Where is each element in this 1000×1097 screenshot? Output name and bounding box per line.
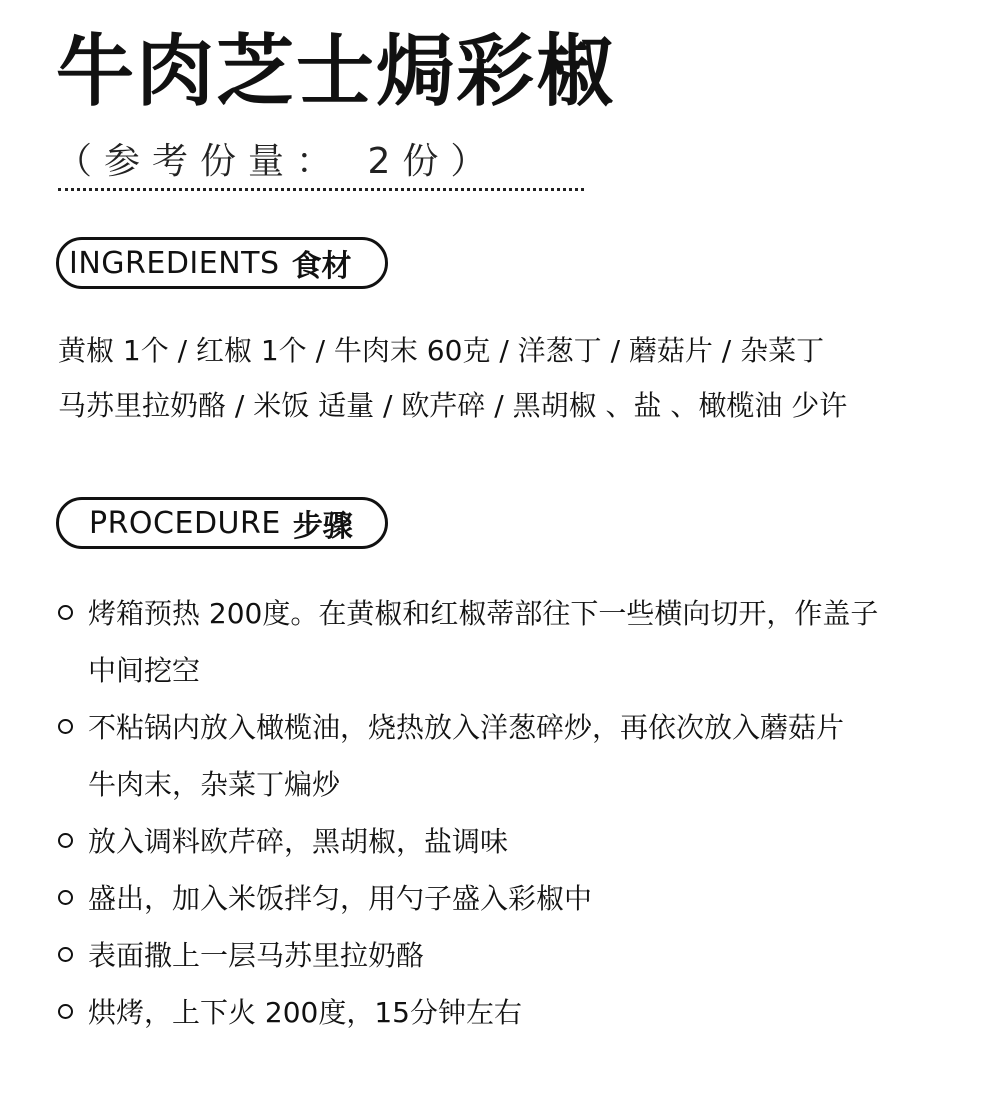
step-item — [56, 585, 986, 699]
step-item — [56, 813, 986, 870]
step-text: 放入调料欧芹碎，黑胡椒，盐调味 — [88, 825, 509, 858]
procedure-steps — [56, 585, 986, 1041]
step-text: 牛肉末，杂菜丁煸炒 — [88, 768, 341, 801]
ingredients-heading — [56, 237, 388, 289]
step-item — [56, 870, 986, 927]
servings-note: （参考份量： 2份） — [56, 141, 499, 182]
step-item — [56, 927, 986, 984]
circle-bullet-icon — [58, 605, 73, 620]
step-item — [56, 984, 986, 1041]
procedure-heading — [56, 497, 388, 549]
circle-bullet-icon — [58, 947, 73, 962]
ingredients-heading-cn: 食材 — [291, 249, 352, 284]
circle-bullet-icon — [58, 719, 73, 734]
recipe-title: 牛肉芝士焗彩椒 — [56, 27, 617, 117]
step-text: 不粘锅内放入橄榄油，烧热放入洋葱碎炒，再依次放入蘑菇片 — [88, 711, 845, 744]
circle-bullet-icon — [58, 890, 73, 905]
procedure-heading-en: PROCEDURE — [89, 505, 281, 541]
circle-bullet-icon — [58, 1004, 73, 1019]
ingredients-line: 马苏里拉奶酪 / 米饭 适量 / 欧芹碎 / 黑胡椒 、盐 、橄榄油 少许 — [58, 389, 848, 422]
dotted-divider — [58, 188, 584, 191]
ingredients-line: 黄椒 1个 / 红椒 1个 / 牛肉末 60克 / 洋葱丁 / 蘑菇片 / 杂菜丁 — [58, 334, 825, 367]
step-text: 盛出，加入米饭拌匀，用勺子盛入彩椒中 — [88, 882, 593, 915]
step-text: 中间挖空 — [88, 654, 201, 687]
step-item — [56, 699, 986, 813]
step-text: 烤箱预热 200度。在黄椒和红椒蒂部往下一些横向切开，作盖子 — [88, 597, 879, 630]
ingredients-heading-en: INGREDIENTS — [69, 245, 280, 281]
step-text: 烘烤，上下火 200度，15分钟左右 — [88, 996, 522, 1029]
circle-bullet-icon — [58, 833, 73, 848]
step-text: 表面撒上一层马苏里拉奶酪 — [88, 939, 425, 972]
procedure-heading-cn: 步骤 — [292, 509, 353, 544]
